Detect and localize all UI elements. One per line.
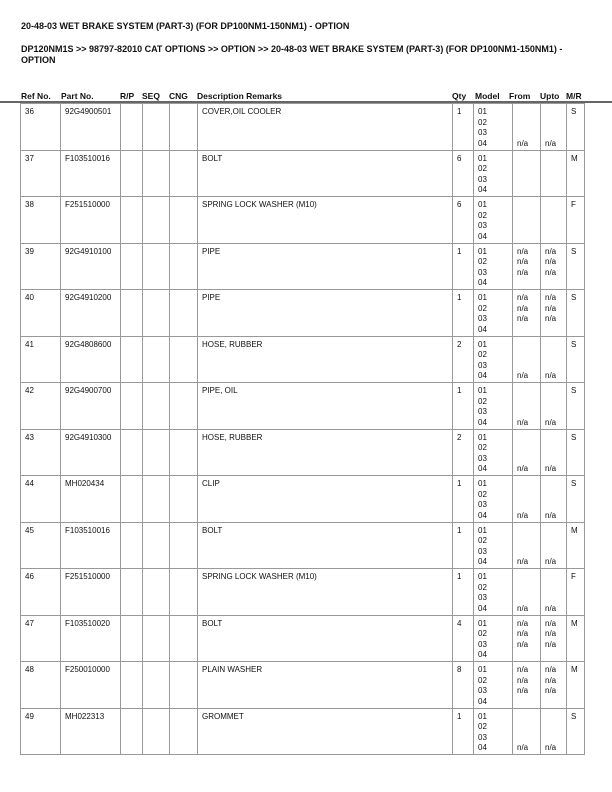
upto-cell: n/a n/a n/a	[541, 290, 567, 337]
mr-cell: M	[567, 150, 585, 197]
mr-cell: S	[567, 243, 585, 290]
mr-cell: S	[567, 336, 585, 383]
table-row	[21, 429, 585, 476]
model-cell: 01 02 03 04	[474, 569, 513, 616]
page-title: 20-48-03 WET BRAKE SYSTEM (PART-3) (FOR DP100NM1-150NM1) - OPTION	[21, 21, 350, 31]
table-row	[21, 522, 585, 569]
rp-cell	[121, 336, 143, 383]
description-cell: PIPE, OIL	[198, 383, 453, 430]
part-no-cell: F250010000	[61, 662, 121, 709]
ref-no-cell: 38	[21, 197, 61, 244]
upto-cell	[541, 150, 567, 197]
mr-cell: S	[567, 383, 585, 430]
description-cell: SPRING LOCK WASHER (M10)	[198, 197, 453, 244]
upto-cell: n/a n/a n/a	[541, 243, 567, 290]
model-cell: 01 02 03 04	[474, 522, 513, 569]
model-cell: 01 02 03 04	[474, 197, 513, 244]
table-row	[21, 615, 585, 662]
description-cell: BOLT	[198, 150, 453, 197]
rp-cell	[121, 290, 143, 337]
description-cell: CLIP	[198, 476, 453, 523]
part-no-cell: 92G4910200	[61, 290, 121, 337]
cng-cell	[170, 336, 198, 383]
cng-cell	[170, 290, 198, 337]
part-no-cell: F251510000	[61, 569, 121, 616]
ref-no-cell: 45	[21, 522, 61, 569]
from-cell: n/a	[513, 429, 541, 476]
table-row	[21, 708, 585, 755]
seq-cell	[143, 104, 170, 151]
qty-cell: 1	[453, 290, 474, 337]
seq-cell	[143, 197, 170, 244]
model-cell: 01 02 03 04	[474, 150, 513, 197]
col-qty: Qty	[452, 91, 467, 101]
rp-cell	[121, 476, 143, 523]
mr-cell: F	[567, 197, 585, 244]
part-no-cell: F251510000	[61, 197, 121, 244]
part-no-cell: 92G4910100	[61, 243, 121, 290]
from-cell: n/a	[513, 104, 541, 151]
seq-cell	[143, 290, 170, 337]
table-row	[21, 662, 585, 709]
seq-cell	[143, 476, 170, 523]
from-cell: n/a	[513, 569, 541, 616]
qty-cell: 2	[453, 429, 474, 476]
ref-no-cell: 41	[21, 336, 61, 383]
ref-no-cell: 44	[21, 476, 61, 523]
table-row	[21, 336, 585, 383]
seq-cell	[143, 383, 170, 430]
mr-cell: S	[567, 429, 585, 476]
col-model: Model	[475, 91, 500, 101]
from-cell: n/a n/a n/a	[513, 662, 541, 709]
cng-cell	[170, 615, 198, 662]
description-cell: SPRING LOCK WASHER (M10)	[198, 569, 453, 616]
model-cell: 01 02 03 04	[474, 243, 513, 290]
description-cell: PIPE	[198, 243, 453, 290]
model-cell: 01 02 03 04	[474, 476, 513, 523]
qty-cell: 1	[453, 383, 474, 430]
part-no-cell: F103510020	[61, 615, 121, 662]
from-cell: n/a	[513, 476, 541, 523]
description-cell: GROMMET	[198, 708, 453, 755]
part-no-cell: 92G4900700	[61, 383, 121, 430]
qty-cell: 1	[453, 243, 474, 290]
model-cell: 01 02 03 04	[474, 662, 513, 709]
description-cell: PIPE	[198, 290, 453, 337]
model-cell: 01 02 03 04	[474, 290, 513, 337]
part-no-cell: 92G4910300	[61, 429, 121, 476]
mr-cell: S	[567, 476, 585, 523]
ref-no-cell: 48	[21, 662, 61, 709]
rp-cell	[121, 662, 143, 709]
rp-cell	[121, 522, 143, 569]
mr-cell: S	[567, 708, 585, 755]
table-row	[21, 150, 585, 197]
col-upto: Upto	[540, 91, 560, 101]
qty-cell: 6	[453, 150, 474, 197]
part-no-cell: F103510016	[61, 150, 121, 197]
cng-cell	[170, 522, 198, 569]
ref-no-cell: 37	[21, 150, 61, 197]
mr-cell: S	[567, 290, 585, 337]
upto-cell: n/a	[541, 104, 567, 151]
upto-cell: n/a	[541, 569, 567, 616]
cng-cell	[170, 383, 198, 430]
part-no-cell: F103510016	[61, 522, 121, 569]
cng-cell	[170, 150, 198, 197]
ref-no-cell: 42	[21, 383, 61, 430]
description-cell: BOLT	[198, 522, 453, 569]
from-cell: n/a n/a n/a	[513, 290, 541, 337]
description-cell: BOLT	[198, 615, 453, 662]
cng-cell	[170, 104, 198, 151]
cng-cell	[170, 569, 198, 616]
description-cell: COVER,OIL COOLER	[198, 104, 453, 151]
upto-cell: n/a	[541, 476, 567, 523]
mr-cell: F	[567, 569, 585, 616]
rp-cell	[121, 150, 143, 197]
part-no-cell: MH022313	[61, 708, 121, 755]
from-cell: n/a	[513, 708, 541, 755]
qty-cell: 1	[453, 569, 474, 616]
from-cell: n/a n/a n/a	[513, 615, 541, 662]
qty-cell: 1	[453, 476, 474, 523]
seq-cell	[143, 615, 170, 662]
upto-cell: n/a n/a n/a	[541, 615, 567, 662]
part-no-cell: MH020434	[61, 476, 121, 523]
qty-cell: 1	[453, 522, 474, 569]
col-rp: R/P	[120, 91, 135, 101]
description-cell: HOSE, RUBBER	[198, 336, 453, 383]
from-cell	[513, 197, 541, 244]
parts-table	[20, 103, 585, 755]
seq-cell	[143, 662, 170, 709]
col-ref: Ref No.	[21, 91, 51, 101]
table-row	[21, 290, 585, 337]
table-row	[21, 243, 585, 290]
upto-cell: n/a	[541, 336, 567, 383]
col-part: Part No.	[61, 91, 94, 101]
cng-cell	[170, 476, 198, 523]
seq-cell	[143, 243, 170, 290]
from-cell: n/a	[513, 336, 541, 383]
seq-cell	[143, 429, 170, 476]
seq-cell	[143, 150, 170, 197]
upto-cell	[541, 197, 567, 244]
rp-cell	[121, 569, 143, 616]
rp-cell	[121, 615, 143, 662]
part-no-cell: 92G4900501	[61, 104, 121, 151]
upto-cell: n/a	[541, 708, 567, 755]
mr-cell: M	[567, 662, 585, 709]
part-no-cell: 92G4808600	[61, 336, 121, 383]
cng-cell	[170, 429, 198, 476]
model-cell: 01 02 03 04	[474, 336, 513, 383]
qty-cell: 1	[453, 708, 474, 755]
qty-cell: 2	[453, 336, 474, 383]
rp-cell	[121, 104, 143, 151]
rp-cell	[121, 429, 143, 476]
rp-cell	[121, 243, 143, 290]
seq-cell	[143, 522, 170, 569]
cng-cell	[170, 197, 198, 244]
ref-no-cell: 46	[21, 569, 61, 616]
qty-cell: 4	[453, 615, 474, 662]
mr-cell: S	[567, 104, 585, 151]
upto-cell: n/a	[541, 522, 567, 569]
table-row	[21, 197, 585, 244]
description-cell: PLAIN WASHER	[198, 662, 453, 709]
rp-cell	[121, 708, 143, 755]
col-from: From	[509, 91, 531, 101]
rp-cell	[121, 197, 143, 244]
from-cell	[513, 150, 541, 197]
seq-cell	[143, 569, 170, 616]
breadcrumb: DP120NM1S >> 98797-82010 CAT OPTIONS >> OPTION >> 20-48-03 WET BRAKE SYSTEM (PART-3) (FOR DP100NM1-150NM1) - OPTION	[21, 44, 563, 65]
col-mr: M/R	[566, 91, 582, 101]
mr-cell: M	[567, 522, 585, 569]
model-cell: 01 02 03 04	[474, 708, 513, 755]
upto-cell: n/a	[541, 429, 567, 476]
col-seq: SEQ	[142, 91, 160, 101]
table-row	[21, 476, 585, 523]
model-cell: 01 02 03 04	[474, 615, 513, 662]
qty-cell: 6	[453, 197, 474, 244]
model-cell: 01 02 03 04	[474, 383, 513, 430]
table-row	[21, 104, 585, 151]
qty-cell: 1	[453, 104, 474, 151]
upto-cell: n/a	[541, 383, 567, 430]
ref-no-cell: 47	[21, 615, 61, 662]
qty-cell: 8	[453, 662, 474, 709]
rp-cell	[121, 383, 143, 430]
seq-cell	[143, 336, 170, 383]
description-cell: HOSE, RUBBER	[198, 429, 453, 476]
col-desc: Description Remarks	[197, 91, 283, 101]
ref-no-cell: 49	[21, 708, 61, 755]
ref-no-cell: 43	[21, 429, 61, 476]
from-cell: n/a n/a n/a	[513, 243, 541, 290]
seq-cell	[143, 708, 170, 755]
model-cell: 01 02 03 04	[474, 104, 513, 151]
model-cell: 01 02 03 04	[474, 429, 513, 476]
cng-cell	[170, 243, 198, 290]
mr-cell: M	[567, 615, 585, 662]
table-row	[21, 383, 585, 430]
ref-no-cell: 40	[21, 290, 61, 337]
ref-no-cell: 39	[21, 243, 61, 290]
cng-cell	[170, 708, 198, 755]
from-cell: n/a	[513, 522, 541, 569]
cng-cell	[170, 662, 198, 709]
table-row	[21, 569, 585, 616]
ref-no-cell: 36	[21, 104, 61, 151]
upto-cell: n/a n/a n/a	[541, 662, 567, 709]
from-cell: n/a	[513, 383, 541, 430]
col-cng: CNG	[169, 91, 188, 101]
